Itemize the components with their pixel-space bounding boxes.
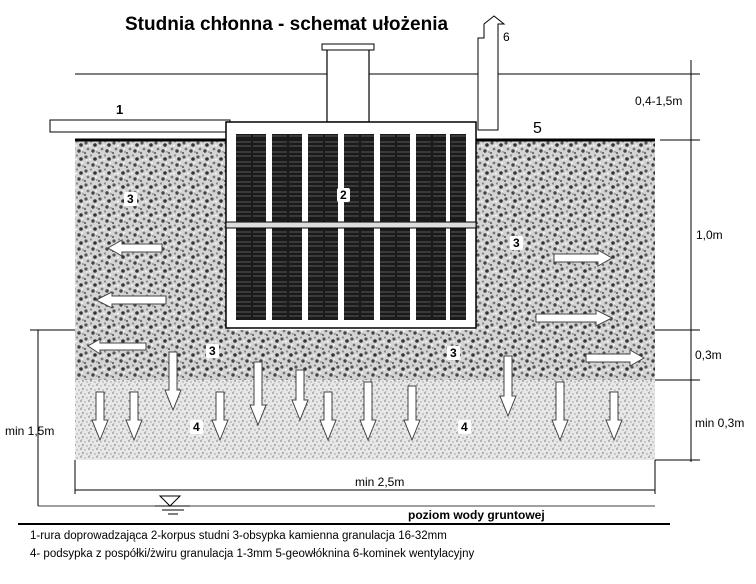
chamber-crossbar: [226, 222, 476, 228]
label-chimney: 6: [503, 30, 510, 44]
dim-sand-thickness: min 0,3m: [695, 416, 745, 430]
label-gravel-left: 3: [124, 192, 137, 206]
label-sand-right: 4: [458, 420, 471, 434]
inlet-pipe: [50, 120, 230, 132]
diagram-title: Studnia chłonna - schemat ułożenia: [125, 14, 449, 35]
legend-line-2: 4- podsypka z pospółki/żwiru granulacja 1-3mm 5-geowłóknina 6-kominek wentylacyjny: [30, 548, 475, 560]
legend-line-1: 1-rura doprowadzająca 2-korpus studni 3-obsypka kamienna granulacja 16-32mm: [30, 530, 447, 542]
label-gravel-bottom-right: 3: [447, 346, 460, 360]
dimension-lines-left: [30, 330, 75, 506]
ventilation-chimney: [478, 16, 504, 130]
label-sand-left: 4: [190, 420, 203, 434]
label-geotextile: 5: [533, 120, 542, 137]
access-shaft: [327, 46, 369, 122]
label-gravel-bottom-left: 3: [206, 344, 219, 358]
label-inlet-pipe: 1: [116, 102, 124, 117]
dim-gravel-thickness: 0,3m: [695, 348, 722, 362]
gravel-layer-right: [475, 140, 655, 330]
label-gravel-right: 3: [510, 236, 523, 250]
dim-body-height: 1,0m: [696, 228, 723, 242]
dim-left-total: min 1,5m: [5, 424, 55, 438]
gravel-layer-bottom: [75, 330, 655, 380]
shaft-cap: [322, 44, 374, 50]
dim-top-depth: 0,4-1,5m: [635, 94, 683, 108]
label-well-body: 2: [337, 188, 350, 202]
groundwater-label: poziom wody gruntowej: [408, 508, 545, 522]
groundwater-symbol: [155, 496, 190, 514]
dimension-lines-right: [655, 60, 700, 462]
dim-min-width: min 2,5m: [355, 475, 405, 489]
